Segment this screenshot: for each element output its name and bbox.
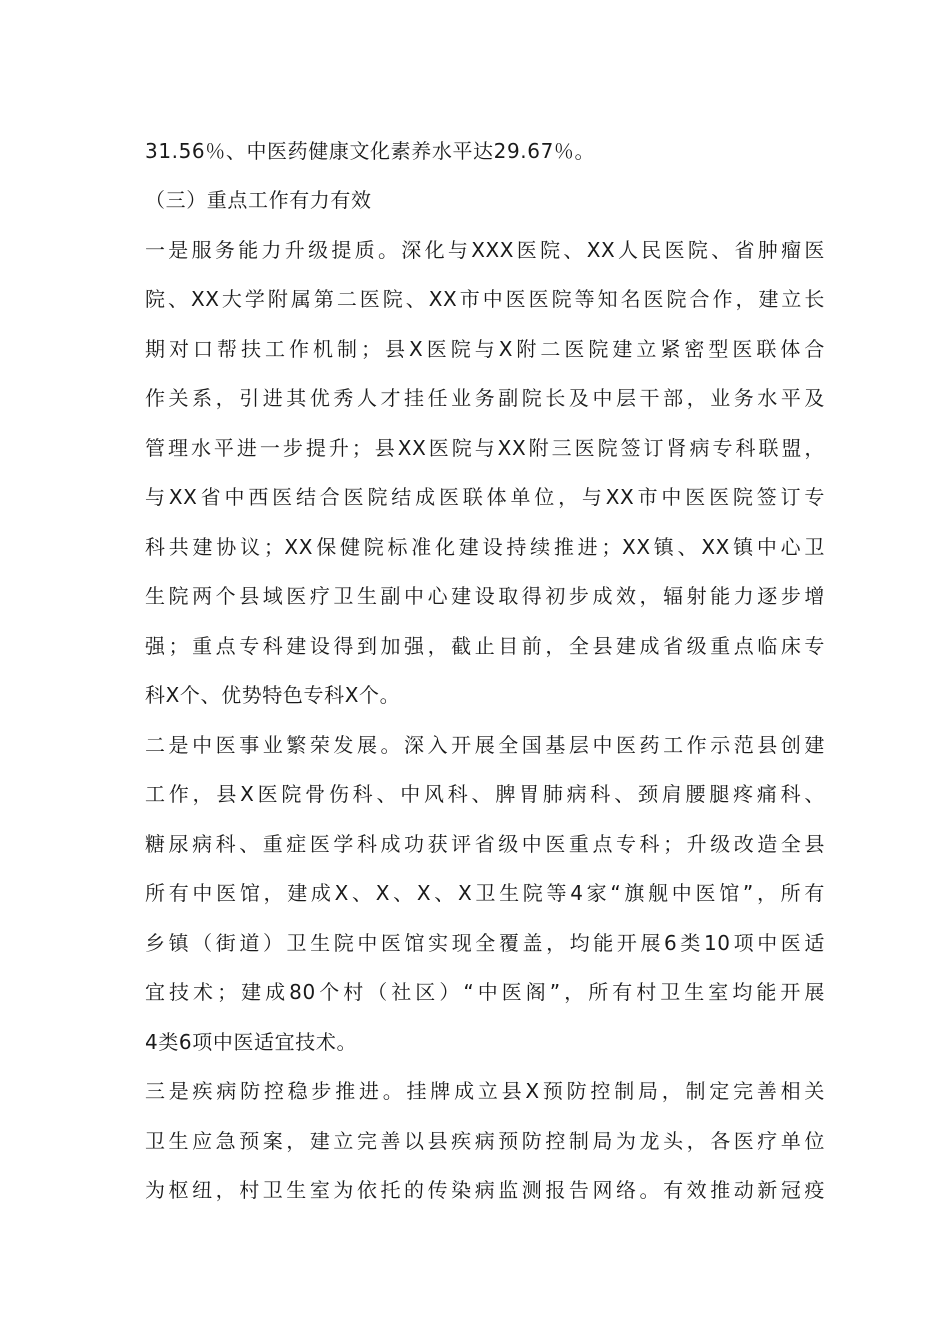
text-line: 31.56％、中医药健康文化素养水平达29.67％。 [145, 139, 596, 163]
text-line: 宜技术；建成80个村（社区）“中医阁”，所有村卫生室均能开展 [145, 980, 825, 1004]
text-line: 三是疾病防控稳步推进。挂牌成立县X预防控制局，制定完善相关 [145, 1079, 825, 1103]
text-line: 生院两个县域医疗卫生副中心建设取得初步成效，辐射能力逐步增 [145, 584, 825, 608]
text-line: 科X个、优势特色专科X个。 [145, 683, 401, 707]
text-line: 糖尿病科、重症医学科成功获评省级中医重点专科；升级改造全县 [145, 832, 825, 856]
text-line: 工作，县X医院骨伤科、中风科、脾胃肺病科、颈肩腰腿疼痛科、 [145, 782, 825, 806]
text-line: 科共建协议；XX保健院标准化建设持续推进；XX镇、XX镇中心卫 [145, 535, 825, 559]
text-line: 期对口帮扶工作机制；县X医院与X附二医院建立紧密型医联体合 [145, 337, 825, 361]
text-line: 乡镇（街道）卫生院中医馆实现全覆盖，均能开展6类10项中医适 [145, 931, 825, 955]
text-line: 院、XX大学附属第二医院、XX市中医医院等知名医院合作，建立长 [145, 287, 825, 311]
text-line: 为枢纽，村卫生室为依托的传染病监测报告网络。有效推动新冠疫 [145, 1178, 825, 1202]
text-line: 作关系，引进其优秀人才挂任业务副院长及中层干部，业务水平及 [145, 386, 825, 410]
text-line: 一是服务能力升级提质。深化与XXX医院、XX人民医院、省肿瘤医 [145, 238, 825, 262]
text-line: 二是中医事业繁荣发展。深入开展全国基层中医药工作示范县创建 [145, 733, 825, 757]
text-line: 与XX省中西医结合医院结成医联体单位，与XX市中医医院签订专 [145, 485, 825, 509]
text-line: 卫生应急预案，建立完善以县疾病预防控制局为龙头，各医疗单位 [145, 1129, 825, 1153]
section-heading: （三）重点工作有力有效 [145, 188, 372, 212]
text-line: 所有中医馆，建成X、X、X、X卫生院等4家“旗舰中医馆”，所有 [145, 881, 825, 905]
text-line: 强；重点专科建设得到加强，截止目前，全县建成省级重点临床专 [145, 634, 825, 658]
text-line: 管理水平进一步提升；县XX医院与XX附三医院签订肾病专科联盟， [145, 436, 825, 460]
text-line: 4类6项中医适宜技术。 [145, 1030, 358, 1054]
